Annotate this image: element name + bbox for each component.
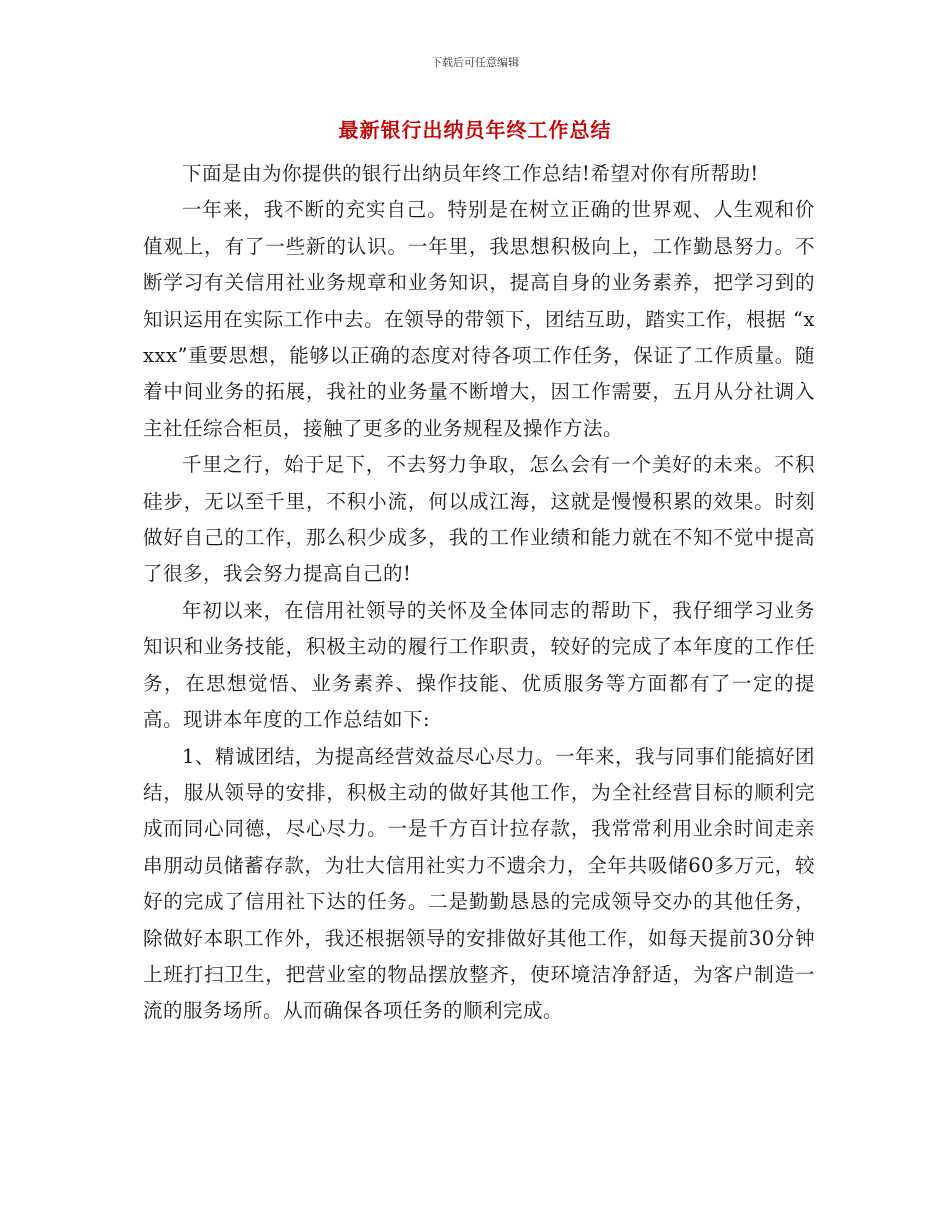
paragraph-1: 一年来，我不断的充实自己。特别是在树立正确的世界观、人生观和价值观上，有了一些新的认识。一年里，我思想积极向上，工作勤恳努力。不断学习有关信用社业务规章和业务知识，提高自身的业务素养，把学习到的知识运用在实际工作中去。在领导的带领下，团结互助，踏实工作，根据 “xxxx”重要思想，能够以正确的态度对待各项工作任务，保证了工作质量。随着中间业务的拓展，我社的业务量不断增大，因工作需要，五月从分社调入主社任综合柜员，接触了更多的业务规程及操作方法。	[143, 198, 815, 440]
document-body	[143, 156, 815, 1030]
document-title: 最新银行出纳员年终工作总结	[338, 118, 612, 142]
paragraph-3: 年初以来，在信用社领导的关怀及全体同志的帮助下，我仔细学习业务知识和业务技能，积极主动的履行工作职责，较好的完成了本年度的工作任务，在思想觉悟、业务素养、操作技能、优质服务等方面都有了一定的提高。现讲本年度的工作总结如下:	[143, 598, 815, 732]
paragraph-intro: 下面是由为你提供的银行出纳员年终工作总结!希望对你有所帮助!	[182, 162, 759, 185]
header-note: 下载后可任意编辑	[431, 56, 519, 69]
paragraph-4: 1、精诚团结，为提高经营效益尽心尽力。一年来，我与同事们能搞好团结，服从领导的安排，积极主动的做好其他工作，为全社经营目标的顺利完成而同心同德，尽心尽力。一是千方百计拉存款，我常常利用业余时间走亲串朋动员储蓄存款，为壮大信用社实力不遗余力，全年共吸储60多万元，较好的完成了信用社下达的任务。二是勤勤恳恳的完成领导交办的其他任务，除做好本职工作外，我还根据领导的安排做好其他工作，如每天提前30分钟上班打扫卫生，把营业室的物品摆放整齐，使环境洁净舒适，为客户制造一流的服务场所。从而确保各项任务的顺利完成。	[143, 744, 815, 1023]
paragraph-2: 千里之行，始于足下，不去努力争取，怎么会有一个美好的未来。不积硅步，无以至千里，不积小流，何以成江海，这就是慢慢积累的效果。时刻做好自己的工作，那么积少成多，我的工作业绩和能力就在不知不觉中提高了很多，我会努力提高自己的!	[143, 453, 815, 586]
